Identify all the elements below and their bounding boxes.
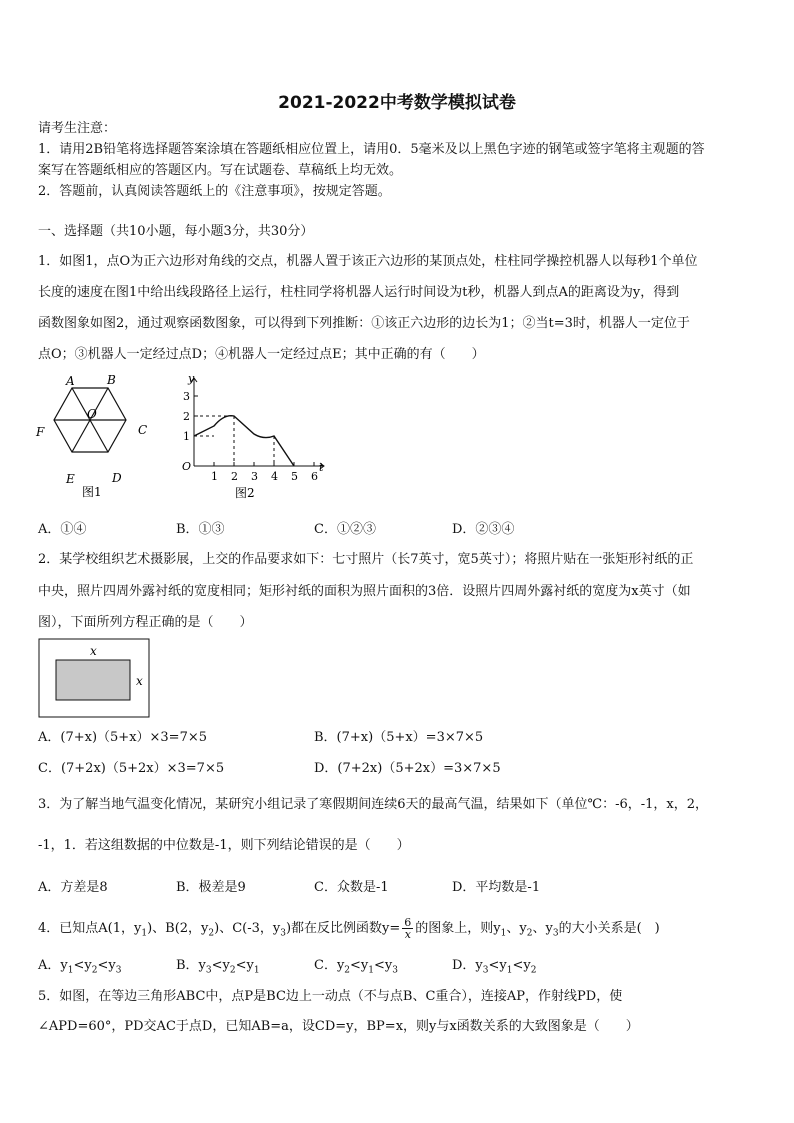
axis-y-label: y <box>188 372 195 385</box>
axis-t-label: t <box>319 461 324 474</box>
q3-option-c[interactable]: C．众数是-1 <box>314 880 389 895</box>
label-f: F <box>36 425 45 439</box>
ytick-1: 1 <box>183 430 190 443</box>
q4-stem: 4．已知点A(1，$y_1$)、B(2，$y_2$)、C(-3，$y_3$)都在反比例函数y= $\frac{6}{x}$ 的图象上，则$y_1$、$y_2$、$y_3$的大小关系是( ) <box>38 916 660 941</box>
q2-option-d[interactable]: D．(7+2x)（5+2x）=3×7×5 <box>314 761 501 776</box>
function-graph <box>172 370 337 505</box>
q4-option-c[interactable]: C．$y_2<y_1<y_3$ <box>314 958 398 976</box>
notice-line-1b: 案写在答题纸相应的答题区内。写在试题卷、草稿纸上均无效。 <box>38 163 403 178</box>
section-heading: 一、选择题（共10小题，每小题3分，共30分） <box>38 224 314 239</box>
q1-line-1: 1．如图1，点O为正六边形对角线的交点，机器人置于该正六边形的某顶点处，柱柱同学操控机器人以每秒1个单位 <box>38 254 698 269</box>
label-b: B <box>107 373 116 387</box>
q1-option-d[interactable]: D．②③④ <box>452 522 515 537</box>
q2-option-b[interactable]: B．(7+x)（5+x）=3×7×5 <box>314 730 484 745</box>
hexagon-figure <box>30 372 160 502</box>
q2-line-2: 中央，照片四周外露衬纸的宽度相同；矩形衬纸的面积为照片面积的3倍．设照片四周外露衬纸的宽度为x英寸（如 <box>38 584 691 599</box>
q2-line-3: 图），下面所列方程正确的是（ ） <box>38 615 253 630</box>
q2-option-a[interactable]: A．(7+x)（5+x）×3=7×5 <box>38 730 208 745</box>
q1-line-4: 点O；③机器人一定经过点D；④机器人一定经过点E；其中正确的有（ ） <box>38 347 485 362</box>
q3-option-a[interactable]: A．方差是8 <box>38 880 108 895</box>
q2-line-1: 2．某学校组织艺术摄影展，上交的作品要求如下：七寸照片（长7英寸，宽5英寸）；将照片贴在一张矩形衬纸的正 <box>38 552 694 567</box>
q3-line-2: -1，1．若这组数据的中位数是-1，则下列结论错误的是（ ） <box>38 838 410 853</box>
xtick-2: 2 <box>231 470 238 483</box>
ytick-2: 2 <box>183 410 190 423</box>
q5-line-1: 5．如图，在等边三角形ABC中，点P是BC边上一动点（不与点B、C重合），连接AP，作射线PD，使 <box>38 989 623 1004</box>
q5-line-2: ∠APD=60°，PD交AC于点D，已知AB=a，设CD=y，BP=x，则y与x函数关系的大致图象是（ ） <box>38 1019 639 1034</box>
q3-line-1: 3．为了解当地气温变化情况，某研究小组记录了寒假期间连续6天的最高气温，结果如下（单位℃：-6，-1，x，2， <box>38 797 709 812</box>
notice-heading: 请考生注意： <box>38 121 117 136</box>
q4-option-a[interactable]: A．$y_1<y_2<y_3$ <box>38 958 122 976</box>
label-a: A <box>66 374 75 388</box>
origin-label: O <box>182 460 192 473</box>
q1-option-a[interactable]: A．①④ <box>38 522 87 537</box>
fig2-caption: 图2 <box>235 486 255 500</box>
fraction-6-over-x: $\frac{6}{x}$ <box>404 916 412 941</box>
q4-option-b[interactable]: B．$y_3<y_2<y_1$ <box>176 958 260 976</box>
label-e: E <box>66 472 75 486</box>
q1-line-2: 长度的速度在图1中给出线段路径上运行，柱柱同学将机器人运行时间设为t秒，机器人到点A的距离设为y，得到 <box>38 285 680 300</box>
label-d: D <box>112 471 122 485</box>
q1-option-c[interactable]: C．①②③ <box>314 522 376 537</box>
fig-label-right-x: x <box>136 674 143 688</box>
ytick-3: 3 <box>183 390 190 403</box>
photo-frame-figure <box>38 638 152 720</box>
page-title: 2021-2022中考数学模拟试卷 <box>278 93 516 113</box>
q1-line-3: 函数图象如图2，通过观察函数图象，可以得到下列推断：①该正六边形的边长为1；②当t=3时，机器人一定位于 <box>38 316 690 331</box>
q2-option-c[interactable]: C．(7+2x)（5+2x）×3=7×5 <box>38 761 225 776</box>
xtick-6: 6 <box>311 470 318 483</box>
xtick-1: 1 <box>211 470 218 483</box>
q3-option-b[interactable]: B．极差是9 <box>176 880 246 895</box>
xtick-5: 5 <box>291 470 298 483</box>
q1-option-b[interactable]: B．①③ <box>176 522 225 537</box>
q3-option-d[interactable]: D．平均数是-1 <box>452 880 541 895</box>
notice-line-1a: 1．请用2B铅笔将选择题答案涂填在答题纸相应位置上，请用0．5毫米及以上黑色字迹的钢笔或签字笔将主观题的答 <box>38 142 705 157</box>
xtick-3: 3 <box>251 470 258 483</box>
label-c: C <box>138 423 148 437</box>
xtick-4: 4 <box>271 470 278 483</box>
label-o: O <box>87 407 97 421</box>
fig1-caption: 图1 <box>82 485 102 499</box>
notice-line-2: 2．答题前，认真阅读答题纸上的《注意事项》，按规定答题。 <box>38 184 391 199</box>
fig-label-top-x: x <box>90 644 97 658</box>
q4-option-d[interactable]: D．$y_3<y_1<y_2$ <box>452 958 537 976</box>
